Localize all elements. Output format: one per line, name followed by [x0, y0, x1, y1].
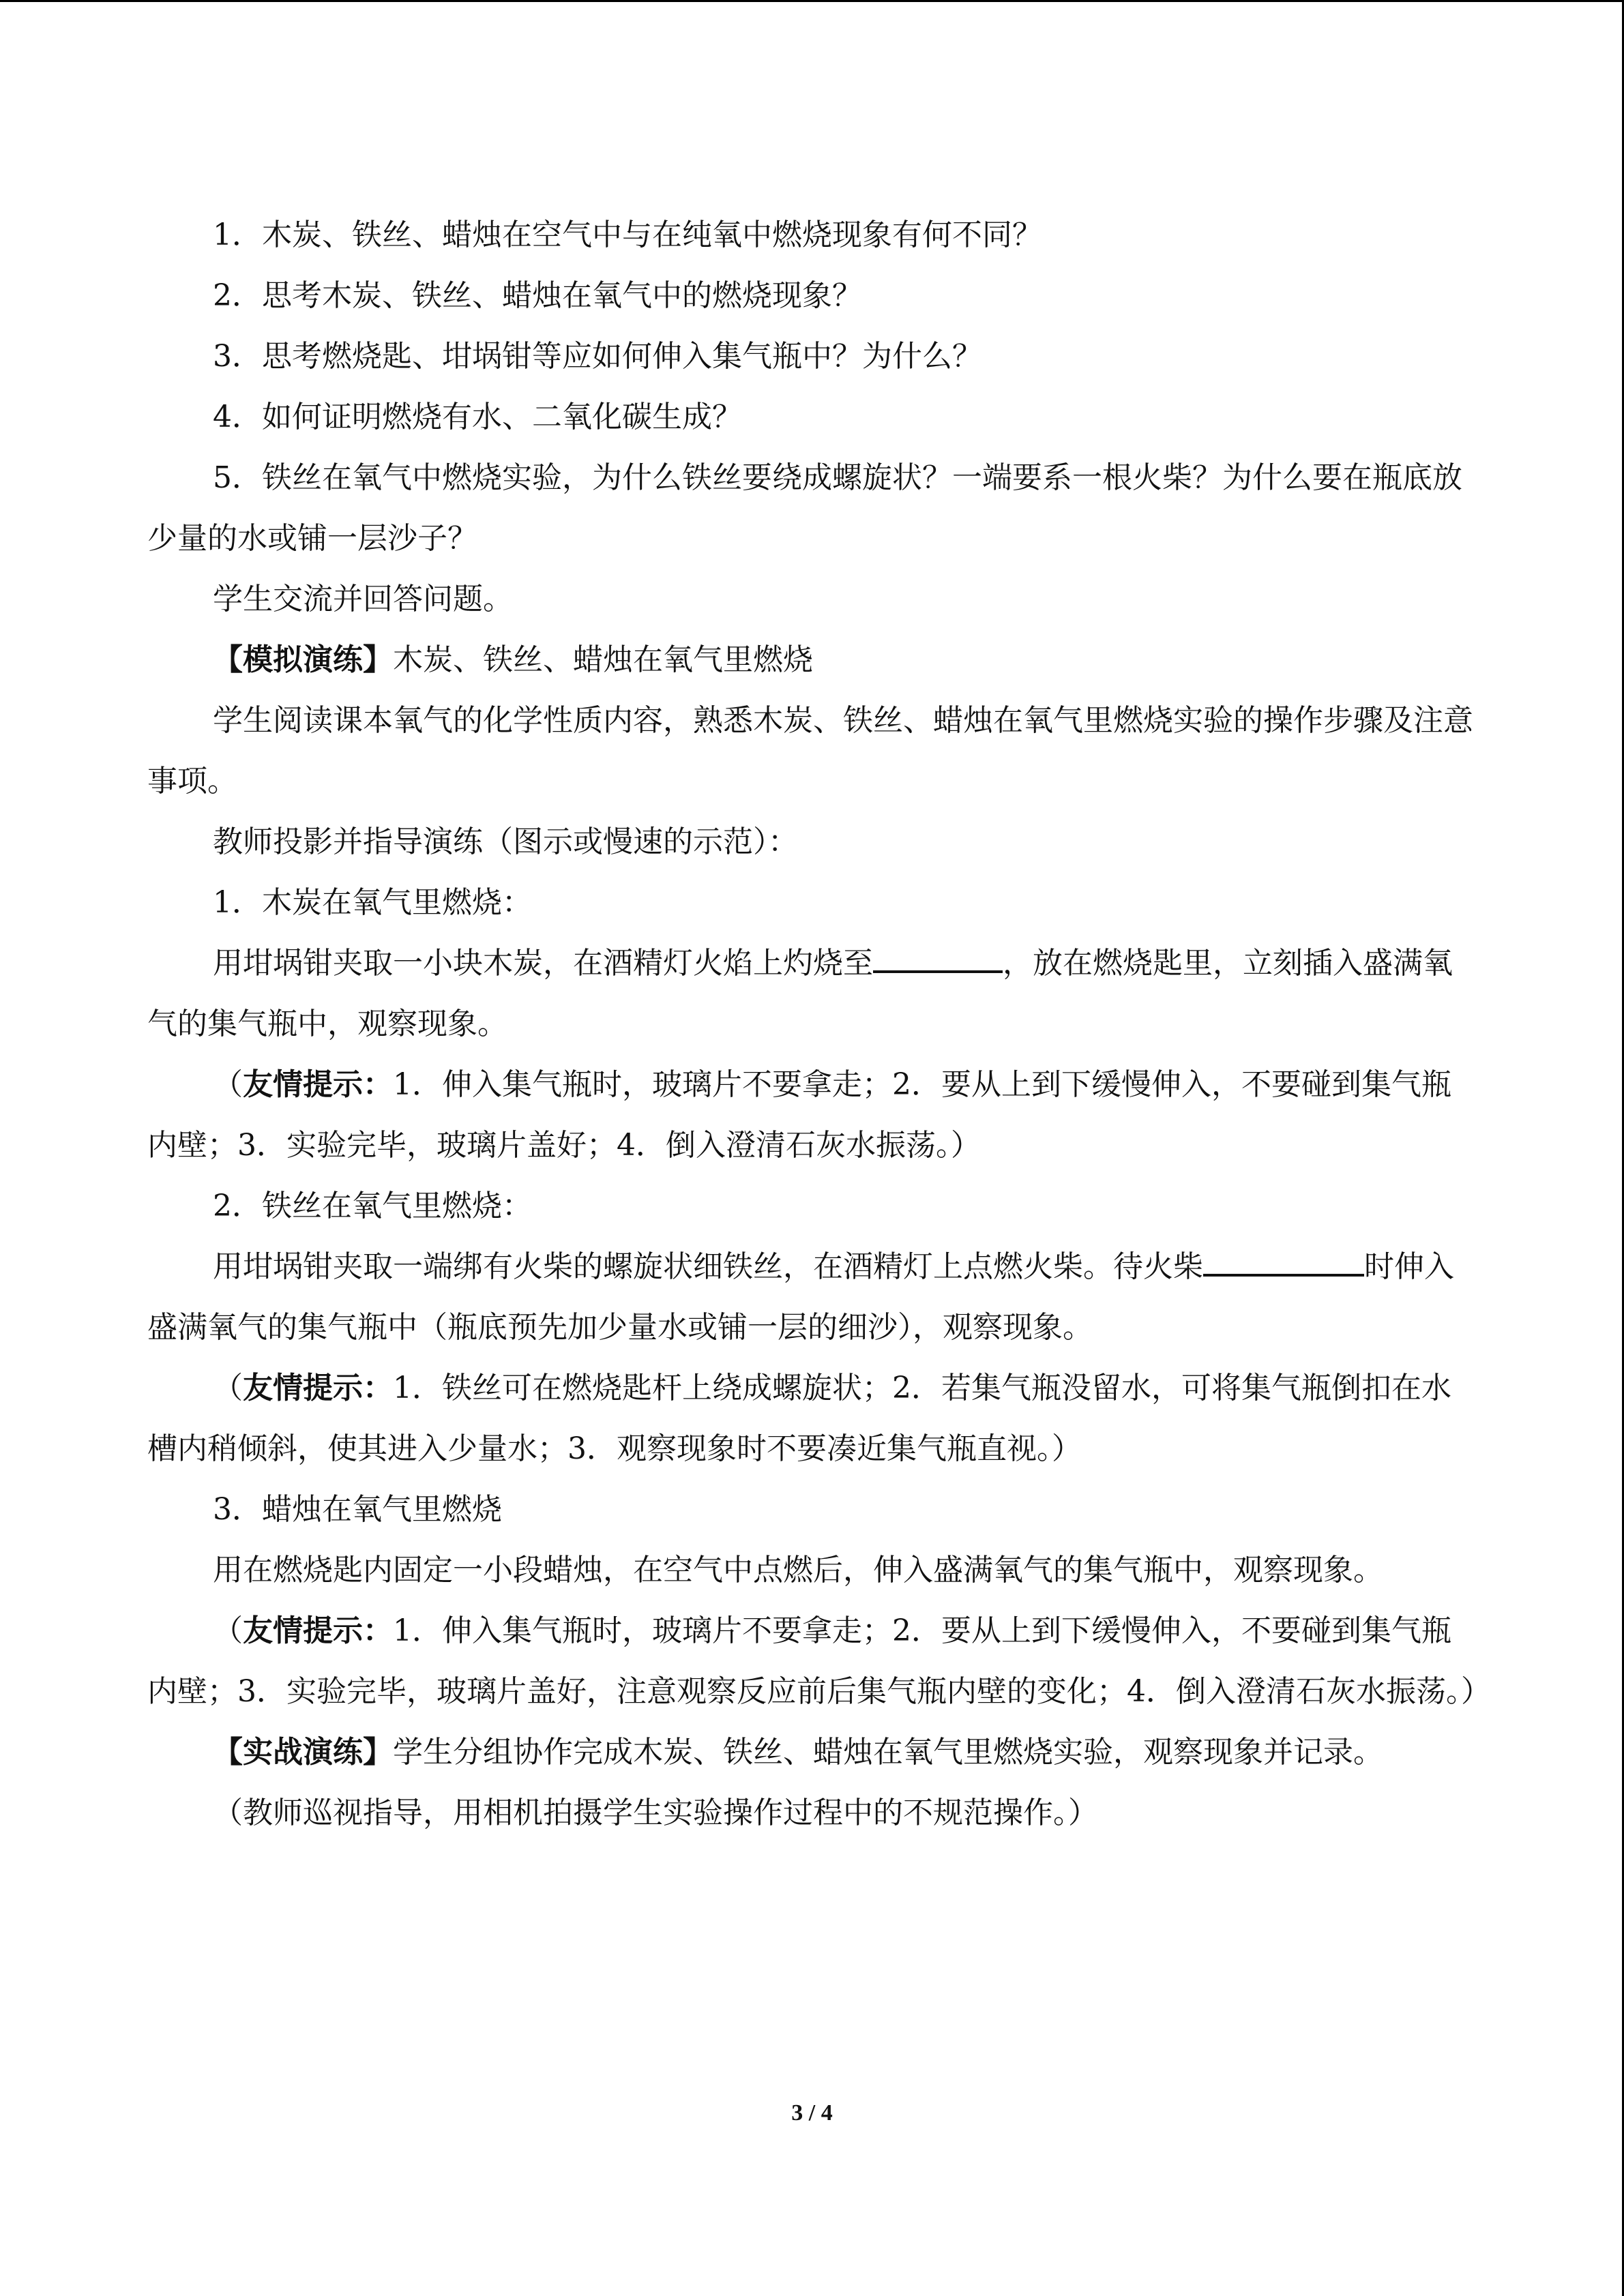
question-5: 5．铁丝在氧气中燃烧实验，为什么铁丝要绕成螺旋状？一端要系一根火柴？为什么要在瓶底放少量的水或铺一层沙子？ [147, 460, 1462, 556]
student-exchange: 学生交流并回答问题。 [213, 582, 513, 616]
document-body [147, 205, 1491, 1843]
candle-tip-open: （ [213, 1613, 243, 1648]
iron-tip-text: 1．铁丝可在燃烧匙杆上绕成螺旋状；2．若集气瓶没留水，可将集气瓶倒扣在水槽内稍倾斜，使其进入少量水；3．观察现象时不要凑近集气瓶直视。） [147, 1371, 1451, 1466]
charcoal-text-after: ，放在燃烧匙里，立刻插入盛满氧气的集气瓶中，观察现象。 [147, 946, 1453, 1041]
iron-heading: 2．铁丝在氧气里燃烧： [213, 1189, 532, 1223]
simulate-intro: 学生阅读课本氧气的化学性质内容，熟悉木炭、铁丝、蜡烛在氧气里燃烧实验的操作步骤及注意事项。 [147, 703, 1473, 799]
iron-tip-label: 友情提示： [243, 1371, 393, 1405]
iron-text-before: 用坩埚钳夹取一端绑有火柴的螺旋状细铁丝，在酒精灯上点燃火柴。待火柴 [213, 1249, 1203, 1284]
charcoal-procedure [147, 933, 1477, 1054]
page-number: 3 / 4 [791, 2100, 833, 2126]
charcoal-tip-open: （ [213, 1067, 243, 1102]
charcoal-text-before: 用坩埚钳夹取一小块木炭，在酒精灯火焰上灼烧至 [213, 946, 873, 981]
teacher-guidance: 教师投影并指导演练（图示或慢速的示范）： [213, 824, 798, 859]
charcoal-heading: 1．木炭在氧气里燃烧： [213, 885, 532, 920]
iron-procedure [147, 1236, 1477, 1358]
candle-tip-label: 友情提示： [243, 1613, 393, 1648]
candle-tip-text: 1．伸入集气瓶时，玻璃片不要拿走；2．要从上到下缓慢伸入，不要碰到集气瓶内壁；3．实验完毕，玻璃片盖好，注意观察反应前后集气瓶内壁的变化；4．倒入澄清石灰水振荡。） [147, 1613, 1491, 1709]
charcoal-tip-label: 友情提示： [243, 1067, 393, 1102]
charcoal-fill-blank [873, 943, 1003, 973]
top-border [0, 0, 1624, 2]
candle-heading: 3．蜡烛在氧气里燃烧 [213, 1492, 502, 1527]
simulate-title: 木炭、铁丝、蜡烛在氧气里燃烧 [393, 642, 813, 677]
iron-text-after: 时伸入盛满氧气的集气瓶中（瓶底预先加少量水或铺一层的细沙），观察现象。 [147, 1249, 1454, 1345]
candle-tip [147, 1600, 1491, 1722]
practice-text: 学生分组协作完成木炭、铁丝、蜡烛在氧气里燃烧实验，观察现象并记录。 [393, 1735, 1383, 1770]
candle-procedure: 用在燃烧匙内固定一小段蜡烛，在空气中点燃后，伸入盛满氧气的集气瓶中，观察现象。 [213, 1553, 1383, 1587]
charcoal-tip [147, 1054, 1477, 1176]
question-4: 4．如何证明燃烧有水、二氧化碳生成？ [213, 400, 742, 434]
iron-tip [147, 1358, 1477, 1479]
iron-tip-open: （ [213, 1371, 243, 1405]
practice-note: （教师巡视指导，用相机拍摄学生实验操作过程中的不规范操作。） [213, 1795, 1098, 1830]
question-2: 2．思考木炭、铁丝、蜡烛在氧气中的燃烧现象？ [213, 278, 862, 313]
charcoal-tip-text: 1．伸入集气瓶时，玻璃片不要拿走；2．要从上到下缓慢伸入，不要碰到集气瓶内壁；3．实验完毕，玻璃片盖好；4．倒入澄清石灰水振荡。） [147, 1067, 1451, 1163]
question-3: 3．思考燃烧匙、坩埚钳等应如何伸入集气瓶中？为什么？ [213, 339, 982, 374]
simulate-label: 【模拟演练】 [213, 642, 393, 677]
question-1: 1．木炭、铁丝、蜡烛在空气中与在纯氧中燃烧现象有何不同？ [213, 218, 1042, 252]
practice-paragraph [147, 1722, 1477, 1783]
simulate-heading [147, 629, 1477, 690]
practice-label: 【实战演练】 [213, 1735, 393, 1770]
iron-fill-blank [1203, 1247, 1364, 1277]
